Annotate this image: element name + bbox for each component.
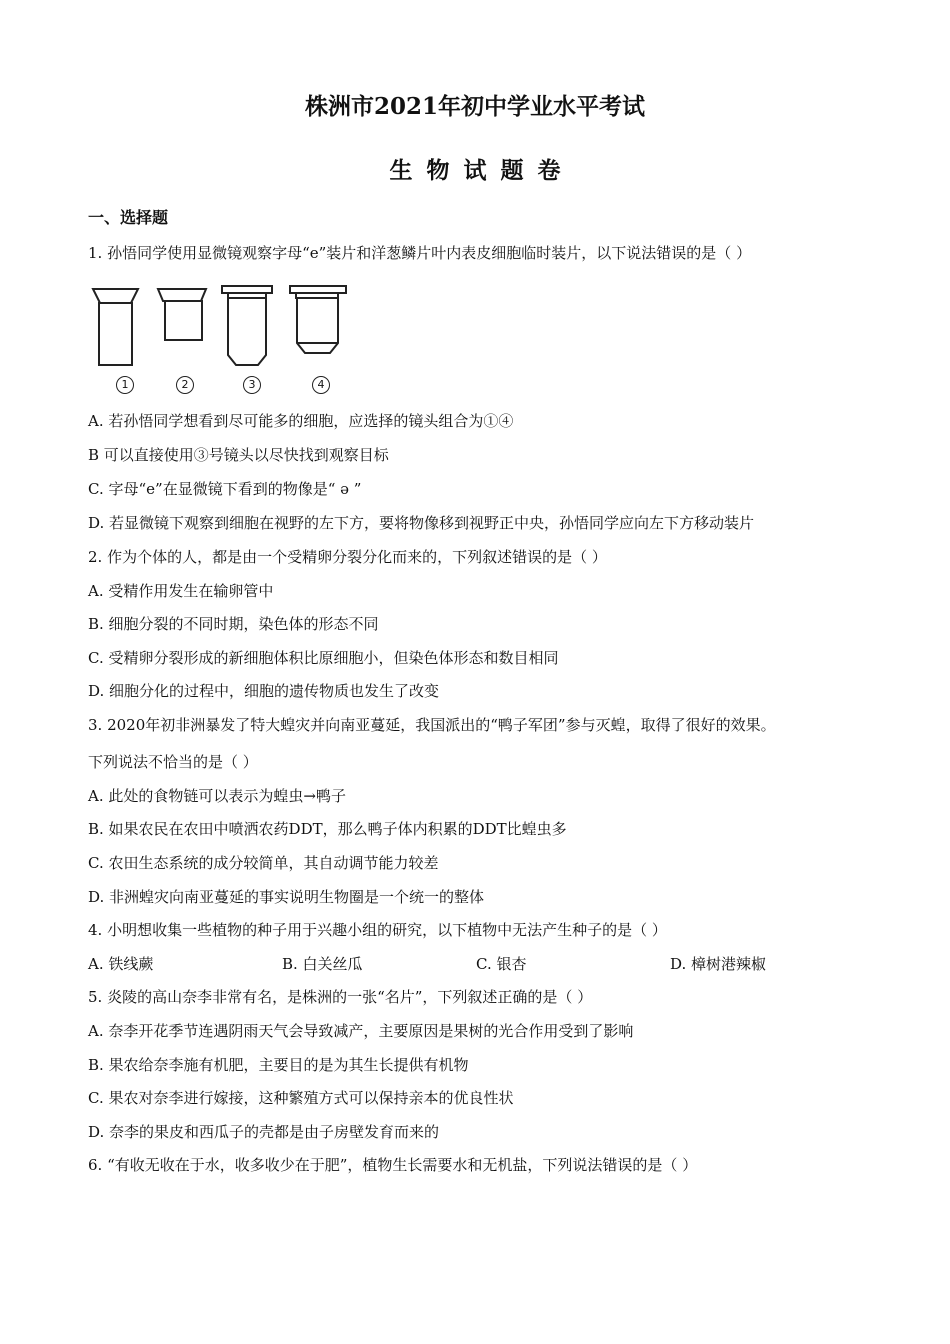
lens-4-body (297, 298, 338, 353)
lens-label-4: 4 (312, 376, 330, 394)
q4-option-b: B. 白关丝瓜 (282, 955, 363, 973)
q4-option-d: D. 樟树港辣椒 (670, 955, 767, 973)
q5-option-d: D. 奈李的果皮和西瓜子的壳都是由子房壁发育而来的 (88, 1123, 440, 1141)
q2-option-a: A. 受精作用发生在输卵管中 (88, 582, 274, 600)
section-heading: 一、选择题 (88, 208, 169, 227)
microscope-lens-figure (88, 283, 358, 398)
q1-option-c: C. 字母“e”在显微镜下看到的物像是“ ə ” (88, 480, 362, 498)
q4-option-c: C. 银杏 (476, 955, 527, 973)
lens-2-shape (158, 289, 206, 301)
q3-option-d: D. 非洲蝗灾向南亚蔓延的事实说明生物圈是一个统一的整体 (88, 888, 485, 906)
q1-option-b: B 可以直接使用③号镜头以尽快找到观察目标 (88, 446, 389, 464)
q3-option-a: A. 此处的食物链可以表示为蝗虫→鸭子 (88, 787, 346, 805)
q1-option-d: D. 若显微镜下观察到细胞在视野的左下方，要将物像移到视野正中央，孙悟同学应向左下方移动装片 (88, 514, 755, 532)
lens-1-body (99, 303, 132, 365)
q5-option-a: A. 奈李开花季节连遇阴雨天气会导致减产，主要原因是果树的光合作用受到了影响 (88, 1022, 634, 1040)
lens-3-cap (222, 286, 272, 293)
exam-title: 株洲市2021年初中学业水平考试 (304, 93, 645, 120)
q3-option-c: C. 农田生态系统的成分较简单，其自动调节能力较差 (88, 854, 439, 872)
lens-drawings (88, 283, 358, 368)
q3-option-b: B. 如果农民在农田中喷洒农药DDT，那么鸭子体内积累的DDT比蝗虫多 (88, 820, 567, 838)
q5-stem: 5. 炎陵的高山奈李非常有名，是株洲的一张“名片”，下列叙述正确的是（ ） (88, 988, 593, 1006)
q2-option-b: B. 细胞分裂的不同时期，染色体的形态不同 (88, 615, 379, 633)
q3-stem: 3. 2020年初非洲暴发了特大蝗灾并向南亚蔓延，我国派出的“鸭子军团”参与灭蝗，取得了很好的效果。 (88, 716, 776, 734)
q4-stem: 4. 小明想收集一些植物的种子用于兴趣小组的研究，以下植物中无法产生种子的是（ ） (88, 921, 667, 939)
q1-option-a: A. 若孙悟同学想看到尽可能多的细胞，应选择的镜头组合为①④ (88, 412, 514, 430)
lens-3-body (228, 298, 266, 365)
q6-stem: 6. “有收无收在于水，收多收少在于肥”，植物生长需要水和无机盐，下列说法错误的是（ ） (88, 1156, 698, 1174)
lens-1-shape (93, 289, 138, 303)
q5-option-c: C. 果农对奈李进行嫁接，这种繁殖方式可以保持亲本的优良性状 (88, 1089, 514, 1107)
lens-label-1: 1 (116, 376, 134, 394)
lens-2-body (165, 301, 202, 340)
lens-label-3: 3 (243, 376, 261, 394)
q2-option-d: D. 细胞分化的过程中，细胞的遗传物质也发生了改变 (88, 682, 440, 700)
lens-label-2: 2 (176, 376, 194, 394)
exam-subtitle: 生物试题卷 (389, 157, 575, 184)
q3-stem-continued: 下列说法不恰当的是（ ） (88, 753, 258, 771)
q1-stem: 1. 孙悟同学使用显微镜观察字母“e”装片和洋葱鳞片叶内表皮细胞临时装片，以下说法错误的是（ ） (88, 244, 752, 262)
q4-option-a: A. 铁线蕨 (88, 955, 154, 973)
q2-option-c: C. 受精卵分裂形成的新细胞体积比原细胞小，但染色体形态和数目相同 (88, 649, 559, 667)
q5-option-b: B. 果农给奈李施有机肥，主要目的是为其生长提供有机物 (88, 1056, 469, 1074)
q2-stem: 2. 作为个体的人，都是由一个受精卵分裂分化而来的，下列叙述错误的是（ ） (88, 548, 607, 566)
lens-4-cap (290, 286, 346, 293)
